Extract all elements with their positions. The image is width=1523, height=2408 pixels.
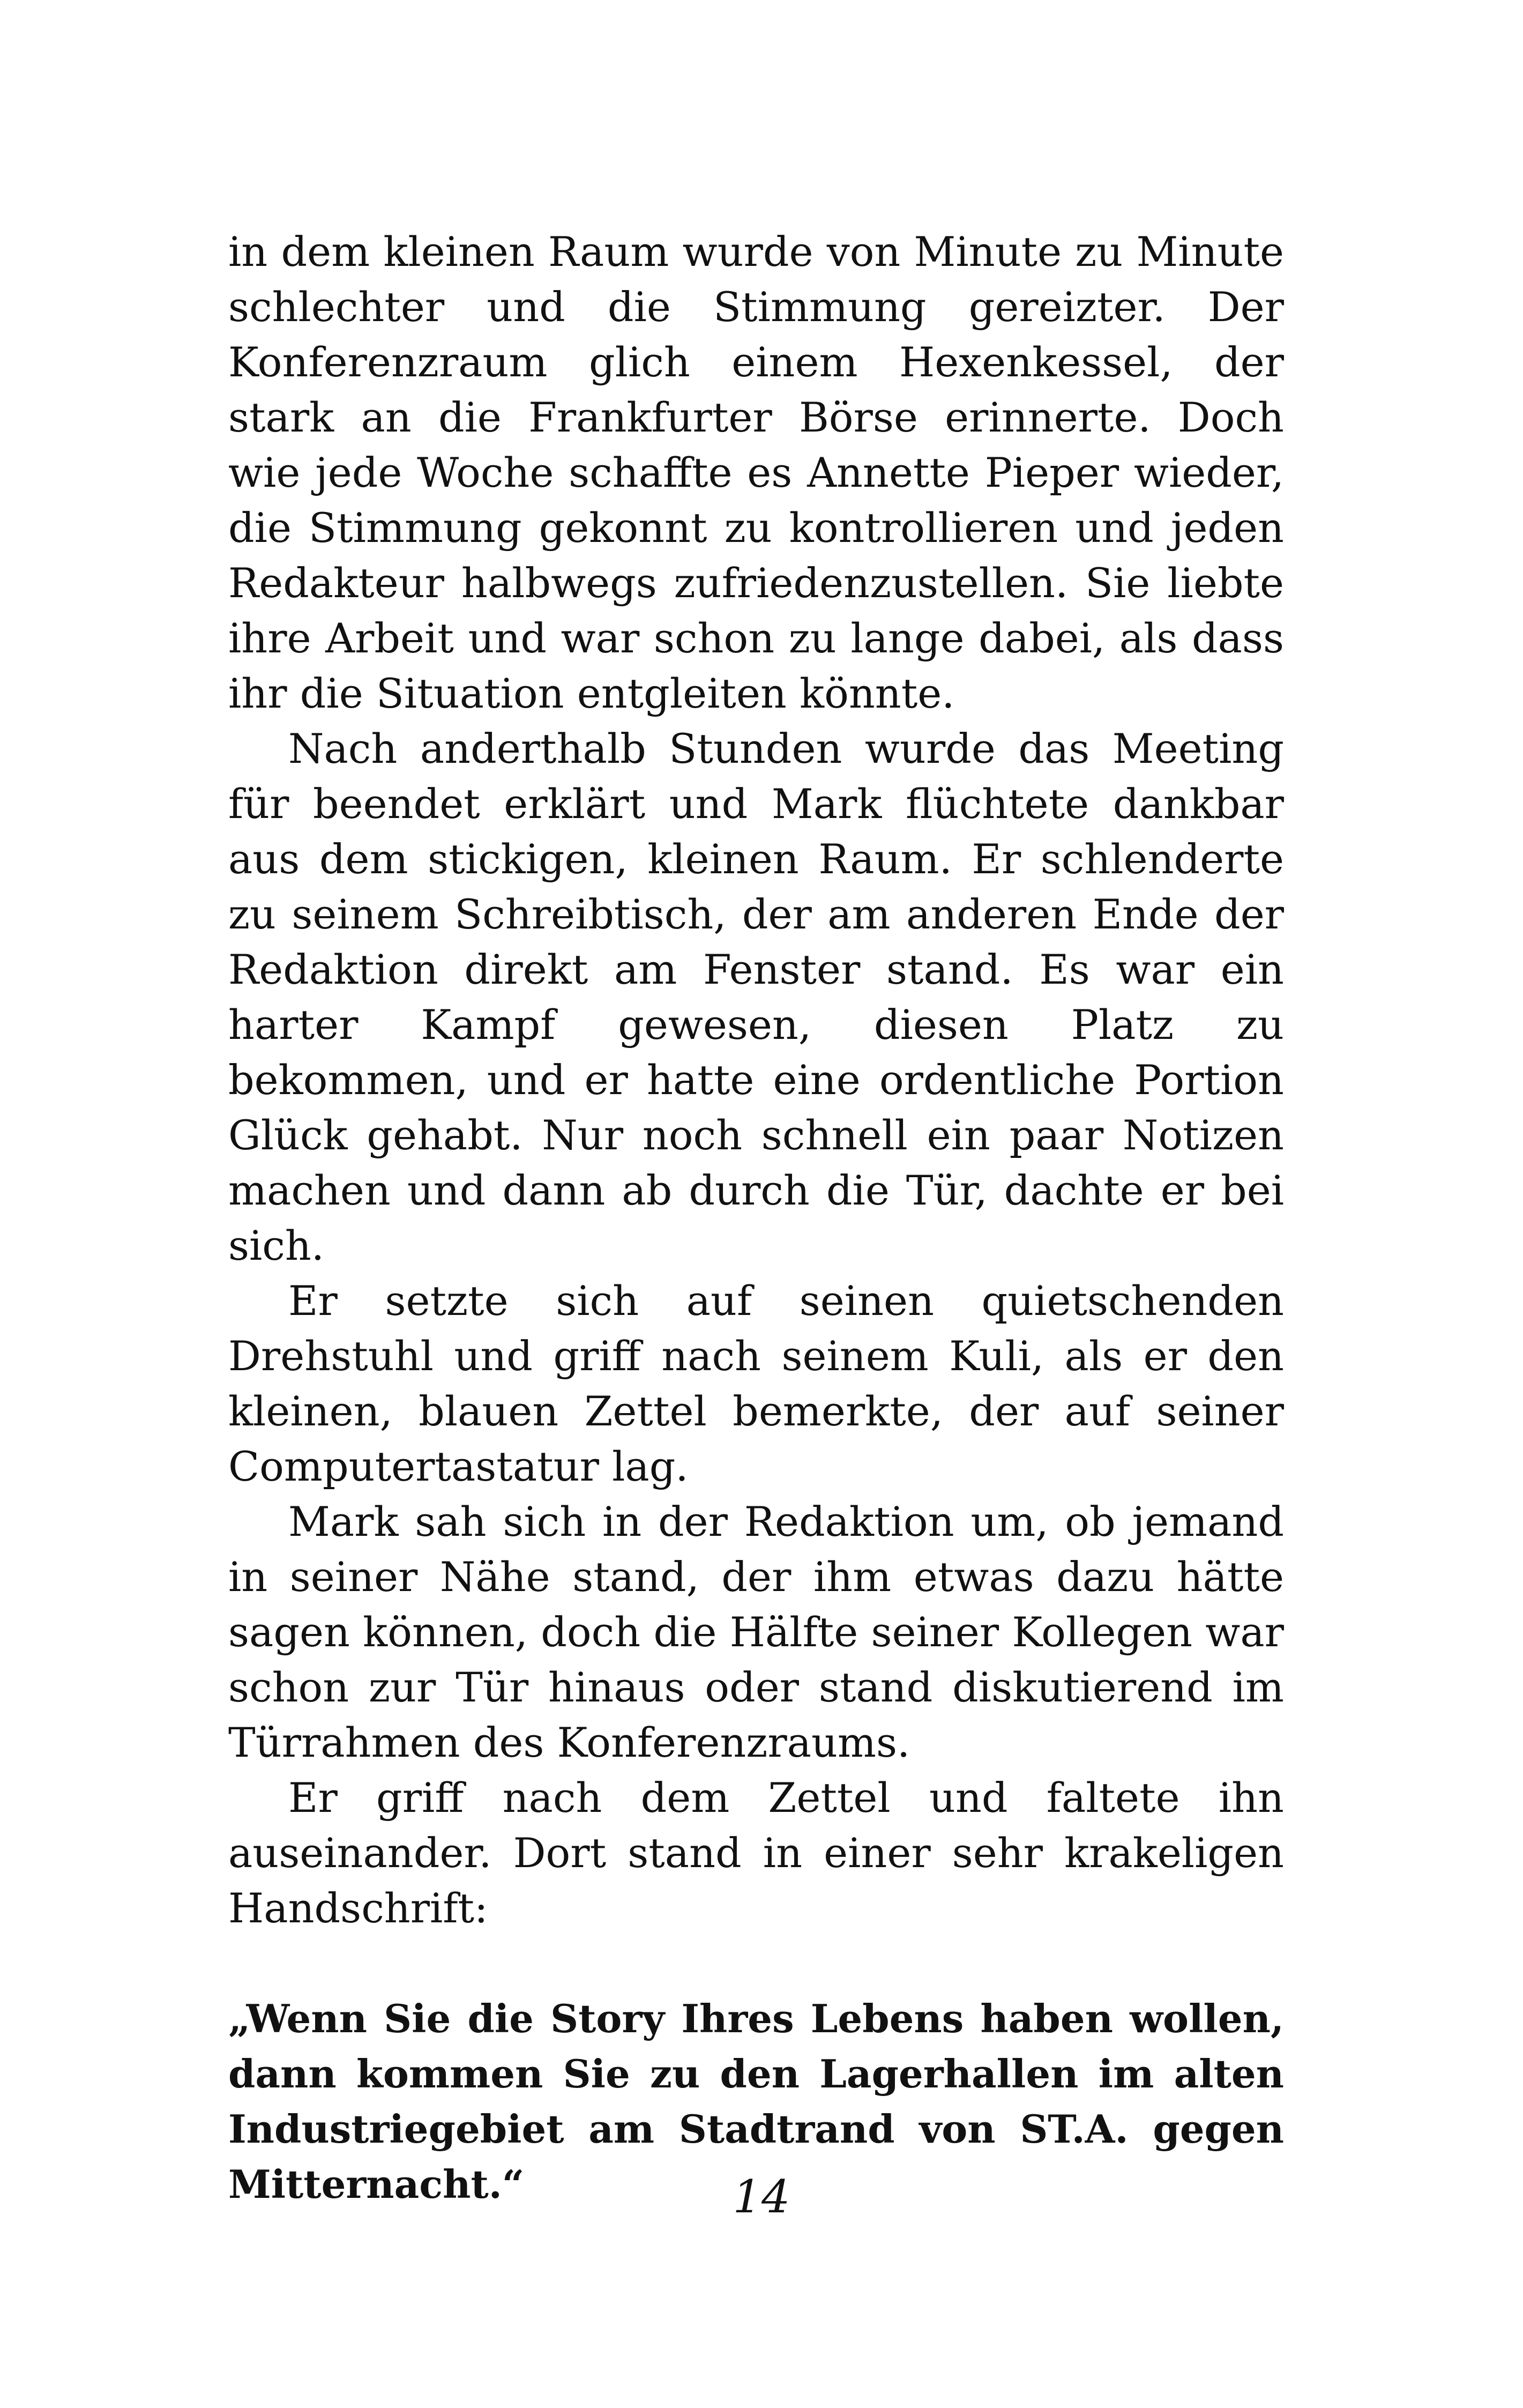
paragraph-4: Mark sah sich in der Redaktion um, ob jemand in seiner Nähe stand, der ihm etwas dazu hätte sagen können, doch die Hälfte seiner Kollegen war schon zur Tür hinaus oder stand diskutierend im Türrahmen des Konferenzraums. <box>228 1498 1284 1766</box>
paragraph-5: Er griff nach dem Zettel und faltete ihn auseinander. Dort stand in einer sehr krakeligen Handschrift: <box>228 1774 1284 1932</box>
page-number: 14 <box>733 2171 790 2223</box>
paragraph-1: in dem kleinen Raum wurde von Minute zu Minute schlechter und die Stimmung gereizter. Der Konferenzraum glich einem Hexenkessel, der stark an die Frankfurter Börse erinnerte. Doch wie jede Woche schaffte es Annette Pieper wieder, die Stimmung gekonnt zu kontrollieren und jeden Redakteur halbwegs zufriedenzustellen. Sie liebte ihre Arbeit und war schon zu lange dabei, als dass ihr die Situation entgleiten könnte. <box>228 228 1284 717</box>
paragraph-3: Er setzte sich auf seinen quietschenden Drehstuhl und griff nach seinem Kuli, als er den kleinen, blauen Zettel bemerkte, der auf seiner Computertastatur lag. <box>228 1277 1284 1490</box>
handwritten-note-quote: „Wenn Sie die Story Ihres Lebens haben wollen, dann kommen Sie zu den Lagerhallen im alten Industriegebiet am Stadtrand von ST.A. gegen Mitternacht.“ <box>228 1996 1284 2207</box>
paragraph-2: Nach anderthalb Stunden wurde das Meeting für beendet erklärt und Mark flüchtete dankbar aus dem stickigen, kleinen Raum. Er schlenderte zu seinem Schreibtisch, der am anderen Ende der Redaktion direkt am Fenster stand. Es war ein harter Kampf gewesen, diesen Platz zu bekommen, und er hatte eine ordentliche Portion Glück gehabt. Nur noch schnell ein paar Notizen machen und dann ab durch die Tür, dachte er bei sich. <box>228 725 1284 1269</box>
body-text <box>228 224 1284 2212</box>
